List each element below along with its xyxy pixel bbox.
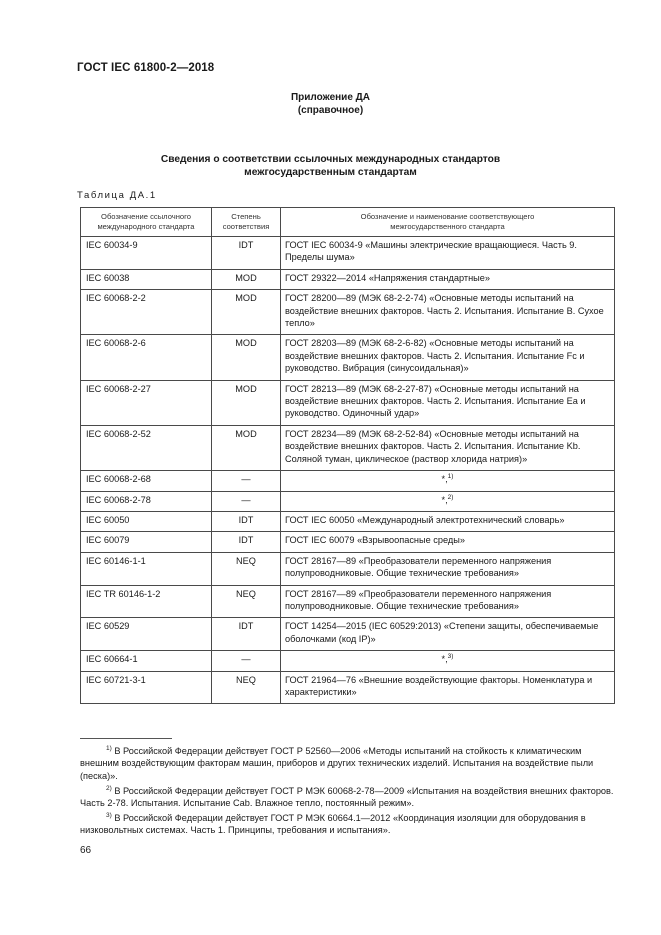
header-reference-standard: Обозначение ссылочного международного стандарта [81, 208, 212, 237]
degree-cell: MOD [212, 290, 281, 335]
header-degree-of-correspondence: Степень соответствия [212, 208, 281, 237]
degree-cell: — [212, 491, 281, 511]
table-row [81, 380, 615, 425]
table-row [81, 491, 615, 511]
degree-cell: MOD [212, 269, 281, 289]
page-number: 66 [80, 845, 92, 856]
table-header-row [81, 208, 615, 237]
degree-cell: IDT [212, 532, 281, 552]
interstate-standard-cell: ГОСТ 28213—89 (МЭК 68-2-27-87) «Основные методы испытаний на воздействие внешних факторов. Часть 2. Испытания. Испытание Ea и руководство. Одиночный удар» [281, 380, 615, 425]
degree-cell: NEQ [212, 552, 281, 585]
footnote-divider [80, 738, 172, 739]
table-row [81, 237, 615, 270]
degree-cell: IDT [212, 237, 281, 270]
degree-cell: MOD [212, 425, 281, 470]
reference-standard-cell: IEC 60068-2-2 [81, 290, 212, 335]
reference-standard-cell: IEC 60664-1 [81, 651, 212, 671]
table-row [81, 671, 615, 704]
interstate-standard-cell: ГОСТ IEC 60034-9 «Машины электрические вращающиеся. Часть 9. Пределы шума» [281, 237, 615, 270]
degree-cell: IDT [212, 511, 281, 531]
footnote-1: $^{1)}$ В Российской Федерации действует ГОСТ Р 52560—2006 «Методы испытаний на стойкость к климатическим внешним воздействующим факторам машин, приборов и других технических изделий. Испытания на воздействие пыли (песка)». [80, 745, 594, 781]
footnote-reference: 3) [447, 653, 454, 661]
table-row [81, 511, 615, 531]
reference-standard-cell: IEC 60068-2-78 [81, 491, 212, 511]
section-title-line-1: Сведения о соответствии ссылочных международных стандартов [160, 154, 501, 165]
reference-standard-cell: IEC 60068-2-52 [81, 425, 212, 470]
section-title [0, 153, 661, 179]
degree-cell: — [212, 651, 281, 671]
degree-cell: MOD [212, 335, 281, 380]
interstate-standard-cell [281, 651, 615, 671]
table-row [81, 335, 615, 380]
annex-subtitle: (справочное) [297, 105, 364, 116]
no-equivalent-mark: *, [441, 494, 448, 505]
correspondence-table [80, 207, 615, 704]
table-row [81, 618, 615, 651]
interstate-standard-cell: ГОСТ 28167—89 «Преобразователи переменного напряжения полупроводниковые. Общие технические требования» [281, 552, 615, 585]
reference-standard-cell: IEC 60529 [81, 618, 212, 651]
degree-cell: IDT [212, 618, 281, 651]
interstate-standard-cell: ГОСТ IEC 60079 «Взрывоопасные среды» [281, 532, 615, 552]
table-row [81, 425, 615, 470]
interstate-standard-cell: ГОСТ 14254—2015 (IEC 60529:2013) «Степени защиты, обеспечиваемые оболочками (код IP)» [281, 618, 615, 651]
document-header: ГОСТ IEC 61800-2—2018 [77, 62, 215, 74]
table-row [81, 532, 615, 552]
footnote-reference: 1) [447, 473, 454, 481]
table-row [81, 552, 615, 585]
table-row [81, 269, 615, 289]
reference-standard-cell: IEC 60038 [81, 269, 212, 289]
table-row [81, 651, 615, 671]
header-interstate-standard: Обозначение и наименование соответствующего межгосударственного стандарта [281, 208, 615, 237]
interstate-standard-cell [281, 491, 615, 511]
interstate-standard-cell: ГОСТ 28200—89 (МЭК 68-2-2-74) «Основные методы испытаний на воздействие внешних факторов. Часть 2. Испытания. Испытание В. Сухое тепло» [281, 290, 615, 335]
no-equivalent-mark: *, [441, 474, 448, 485]
interstate-standard-cell: ГОСТ 21964—76 «Внешние воздействующие факторы. Номенклатура и характеристики» [281, 671, 615, 704]
degree-cell: MOD [212, 380, 281, 425]
interstate-standard-cell: ГОСТ 28203—89 (МЭК 68-2-6-82) «Основные методы испытаний на воздействие внешних факторов. Часть 2. Испытания. Испытание Fc и руководство. Вибрация (синусоидальная)» [281, 335, 615, 380]
degree-cell: NEQ [212, 671, 281, 704]
reference-standard-cell: IEC 60050 [81, 511, 212, 531]
degree-cell: NEQ [212, 585, 281, 618]
section-title-line-2: межгосударственным стандартам [244, 167, 417, 178]
annex-title: Приложение ДА [290, 92, 371, 103]
annex-heading [0, 91, 661, 117]
table-caption: Таблица ДА.1 [77, 190, 157, 201]
reference-standard-cell: IEC TR 60146-1-2 [81, 585, 212, 618]
reference-standard-cell: IEC 60068-2-27 [81, 380, 212, 425]
interstate-standard-cell: ГОСТ IEC 60050 «Международный электротехнический словарь» [281, 511, 615, 531]
table-row [81, 290, 615, 335]
footnote-2: $^{2)}$ В Российской Федерации действует ГОСТ Р МЭК 60068-2-78—2009 «Испытания на воздействия внешних факторов. Часть 2-78. Испытания. Испытание Cab. Влажное тепло, постоянный режим». [80, 785, 614, 809]
reference-standard-cell: IEC 60034-9 [81, 237, 212, 270]
footnote-reference: 2) [447, 493, 454, 501]
reference-standard-cell: IEC 60146-1-1 [81, 552, 212, 585]
interstate-standard-cell: ГОСТ 28234—89 (МЭК 68-2-52-84) «Основные методы испытаний на воздействие внешних факторов. Часть 2. Испытания. Испытание Kb. Соляной туман, циклическое (раствор хлорида натрия)» [281, 425, 615, 470]
table-row [81, 471, 615, 491]
reference-standard-cell: IEC 60068-2-68 [81, 471, 212, 491]
interstate-standard-cell: ГОСТ 28167—89 «Преобразователи переменного напряжения полупроводниковые. Общие технические требования» [281, 585, 615, 618]
reference-standard-cell: IEC 60079 [81, 532, 212, 552]
degree-cell: — [212, 471, 281, 491]
interstate-standard-cell [281, 471, 615, 491]
table-body [81, 237, 615, 704]
reference-standard-cell: IEC 60721-3-1 [81, 671, 212, 704]
footnote-3: $^{3)}$ В Российской Федерации действует ГОСТ Р МЭК 60664.1—2012 «Координация изоляции для оборудования в низковольтных системах. Часть 1. Принципы, требования и испытания». [80, 812, 586, 836]
no-equivalent-mark: *, [441, 654, 448, 665]
interstate-standard-cell: ГОСТ 29322—2014 «Напряжения стандартные» [281, 269, 615, 289]
table-row [81, 585, 615, 618]
reference-standard-cell: IEC 60068-2-6 [81, 335, 212, 380]
